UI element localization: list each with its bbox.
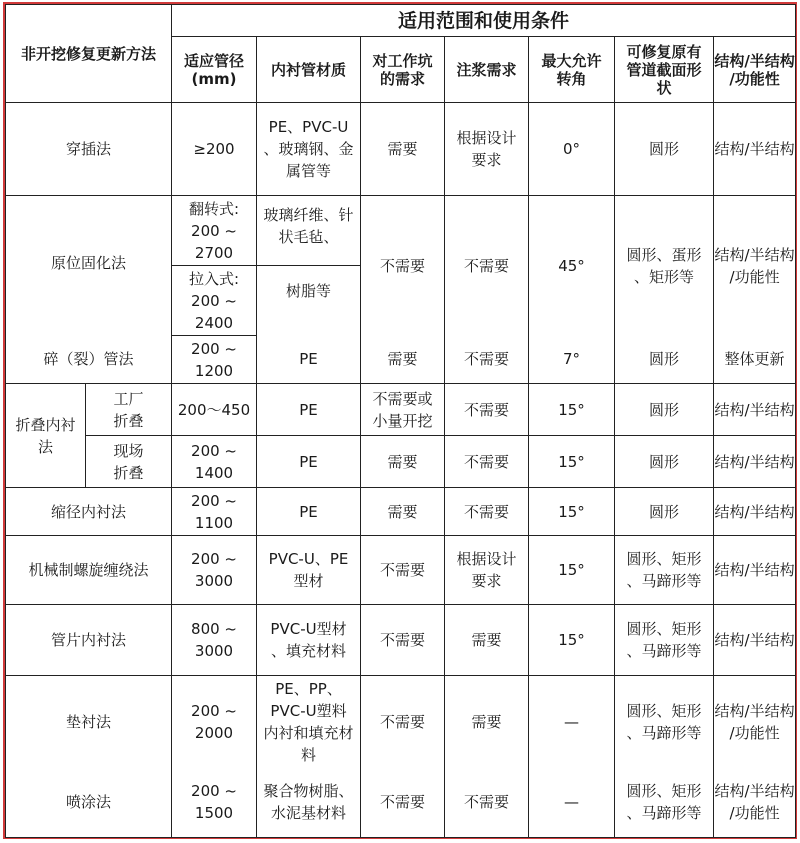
diameter-cell: 800 ~ 3000	[172, 605, 257, 676]
table-row	[6, 336, 796, 384]
shape-cell: 圆形	[615, 436, 714, 488]
table-row	[6, 436, 796, 488]
angle-cell: 7°	[529, 336, 615, 384]
header-group: 适用范围和使用条件	[172, 5, 796, 37]
pit-cell: 不需要	[361, 676, 445, 768]
method-cell: 原位固化法	[6, 196, 172, 336]
table-row	[6, 676, 796, 768]
material-cell: PE、PP、 PVC-U塑料 内衬和填充材 料	[257, 676, 361, 768]
angle-cell: 15°	[529, 384, 615, 436]
method-cell: 碎（裂）管法	[6, 336, 172, 384]
grout-cell: 不需要	[445, 196, 529, 336]
material-cell: PE	[257, 336, 361, 384]
angle-cell: 0°	[529, 103, 615, 196]
material-cell: PE	[257, 488, 361, 536]
angle-cell: 15°	[529, 605, 615, 676]
material-cell: PE、PVC-U 、玻璃钢、金 属管等	[257, 103, 361, 196]
methods-table	[5, 4, 796, 838]
table-row	[6, 605, 796, 676]
diameter-cell: 200 ~ 1400	[172, 436, 257, 488]
pit-cell: 需要	[361, 488, 445, 536]
shape-cell: 圆形	[615, 103, 714, 196]
material-cell: PVC-U型材 、填充材料	[257, 605, 361, 676]
grout-cell: 不需要	[445, 384, 529, 436]
grout-cell: 不需要	[445, 436, 529, 488]
type-cell: 结构/半结构	[714, 436, 796, 488]
table-row	[6, 488, 796, 536]
shape-cell: 圆形、蛋形 、矩形等	[615, 196, 714, 336]
angle-cell: 15°	[529, 436, 615, 488]
shape-cell: 圆形、矩形 、马蹄形等	[615, 676, 714, 768]
pit-cell: 不需要	[361, 605, 445, 676]
pit-cell: 需要	[361, 336, 445, 384]
header-angle: 最大允许 转角	[529, 37, 615, 103]
diameter-cell: ≥200	[172, 103, 257, 196]
angle-cell: —	[529, 768, 615, 838]
method-cell: 机械制螺旋缠绕法	[6, 536, 172, 605]
method-cell: 折叠内衬 法	[6, 384, 86, 488]
angle-cell: —	[529, 676, 615, 768]
method-cell: 缩径内衬法	[6, 488, 172, 536]
header-diameter: 适应管径 (mm)	[172, 37, 257, 103]
material-cell: PE	[257, 436, 361, 488]
type-cell: 结构/半结构	[714, 103, 796, 196]
angle-cell: 15°	[529, 488, 615, 536]
type-cell: 结构/半结构	[714, 384, 796, 436]
shape-cell: 圆形	[615, 336, 714, 384]
header-pit: 对工作坑 的需求	[361, 37, 445, 103]
submethod-cell: 现场 折叠	[86, 436, 172, 488]
pit-cell: 不需要	[361, 768, 445, 838]
grout-cell: 需要	[445, 676, 529, 768]
table-row	[6, 103, 796, 196]
material-cell: 聚合物树脂、 水泥基材料	[257, 768, 361, 838]
type-cell: 结构/半结构	[714, 536, 796, 605]
diameter-cell: 200 ~ 3000	[172, 536, 257, 605]
pit-cell: 不需要	[361, 536, 445, 605]
grout-cell: 不需要	[445, 336, 529, 384]
grout-cell: 需要	[445, 605, 529, 676]
diameter-cell: 200 ~ 1100	[172, 488, 257, 536]
header-material: 内衬管材质	[257, 37, 361, 103]
shape-cell: 圆形、矩形 、马蹄形等	[615, 768, 714, 838]
pit-cell: 需要	[361, 103, 445, 196]
angle-cell: 45°	[529, 196, 615, 336]
table-frame	[3, 2, 797, 839]
pit-cell: 不需要	[361, 196, 445, 336]
grout-cell: 根据设计 要求	[445, 103, 529, 196]
table-row	[6, 384, 796, 436]
angle-cell: 15°	[529, 536, 615, 605]
method-cell: 管片内衬法	[6, 605, 172, 676]
shape-cell: 圆形	[615, 384, 714, 436]
method-cell: 喷涂法	[6, 768, 172, 838]
grout-cell: 不需要	[445, 768, 529, 838]
material-cell: 玻璃纤维、针 状毛毡、	[257, 196, 361, 266]
method-cell: 垫衬法	[6, 676, 172, 768]
header-shape: 可修复原有 管道截面形 状	[615, 37, 714, 103]
table-row	[6, 536, 796, 605]
header-type: 结构/半结构 /功能性	[714, 37, 796, 103]
header-grout: 注浆需求	[445, 37, 529, 103]
material-cell: 树脂等	[257, 266, 361, 336]
submethod-cell: 工厂 折叠	[86, 384, 172, 436]
diameter-cell: 200～450	[172, 384, 257, 436]
header-method: 非开挖修复更新方法	[6, 5, 172, 103]
diameter-cell: 200 ~ 2000	[172, 676, 257, 768]
diameter-cell: 200 ~ 1200	[172, 336, 257, 384]
material-cell: PE	[257, 384, 361, 436]
pit-cell: 需要	[361, 436, 445, 488]
type-cell: 整体更新	[714, 336, 796, 384]
shape-cell: 圆形	[615, 488, 714, 536]
table-row	[6, 768, 796, 838]
pit-cell: 不需要或 小量开挖	[361, 384, 445, 436]
material-cell: PVC-U、PE 型材	[257, 536, 361, 605]
type-cell: 结构/半结构 /功能性	[714, 676, 796, 768]
shape-cell: 圆形、矩形 、马蹄形等	[615, 536, 714, 605]
table-row	[6, 196, 796, 266]
diameter-cell: 翻转式: 200 ~ 2700	[172, 196, 257, 266]
method-cell: 穿插法	[6, 103, 172, 196]
type-cell: 结构/半结构	[714, 488, 796, 536]
grout-cell: 根据设计 要求	[445, 536, 529, 605]
grout-cell: 不需要	[445, 488, 529, 536]
type-cell: 结构/半结构 /功能性	[714, 768, 796, 838]
shape-cell: 圆形、矩形 、马蹄形等	[615, 605, 714, 676]
type-cell: 结构/半结构 /功能性	[714, 196, 796, 336]
diameter-cell: 200 ~ 1500	[172, 768, 257, 838]
type-cell: 结构/半结构	[714, 605, 796, 676]
diameter-cell: 拉入式: 200 ~ 2400	[172, 266, 257, 336]
